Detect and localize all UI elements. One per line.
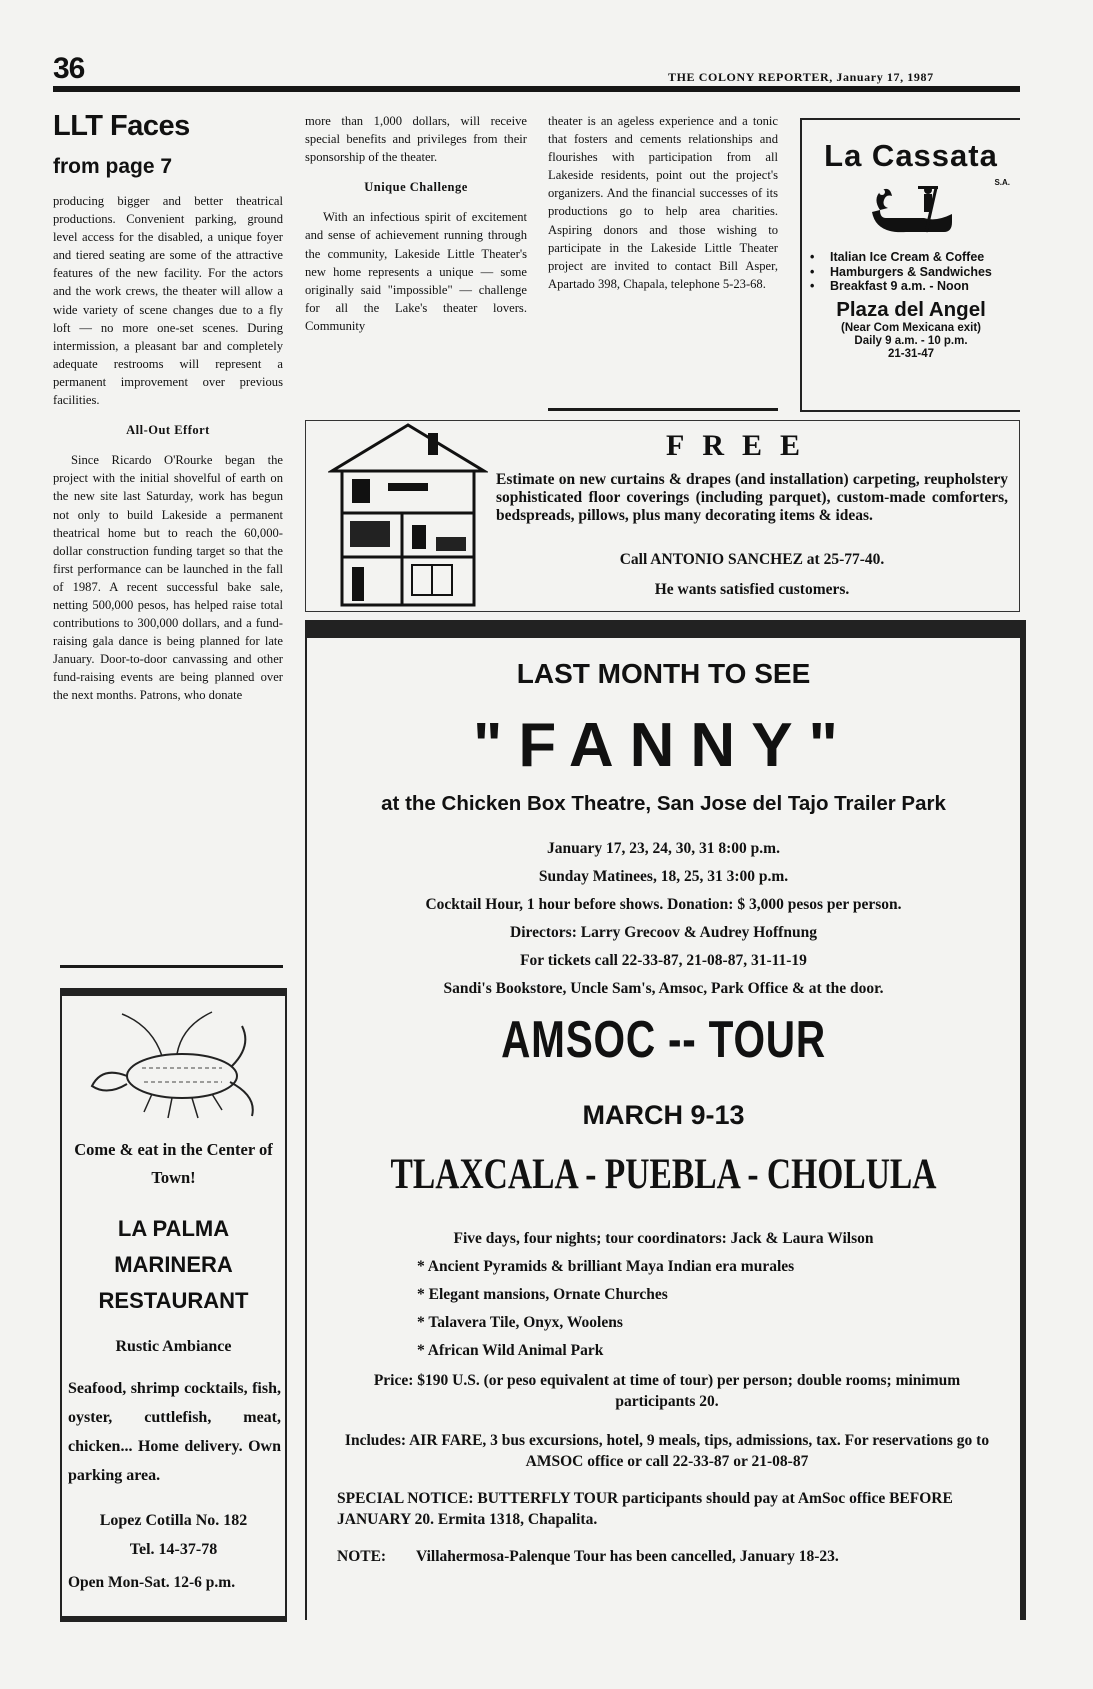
cassata-menu-item: • Breakfast 9 a.m. - Noon [808,279,1020,294]
cassata-location: Plaza del Angel [836,297,986,321]
page-number: 36 [53,52,85,85]
fanny-tickets: For tickets call 22-33-87, 21-08-87, 31-11-19 [520,952,807,969]
cassata-hours: Daily 9 a.m. - 10 p.m. [854,334,968,347]
article-headline: LLT Faces [53,110,190,142]
lapalma-menu: Seafood, shrimp cocktails, fish, oyster, cuttlefish, meat, chicken... Home delivery. Own parking area. [68,1380,281,1484]
lapalma-address-block [62,1506,285,1564]
fanny-show-title: "FANNY" [473,711,854,780]
amsoc-tour-item: * Ancient Pyramids & brilliant Maya Indian era murales [417,1258,794,1276]
cassata-menu-item: • Hamburgers & Sandwiches [808,265,1020,280]
free-title: FREE [666,429,819,462]
fanny-venue: at the Chicken Box Theatre, San Jose del Tajo Trailer Park [381,792,946,815]
article-section-heading: All-Out Effort [126,423,210,438]
la-palma-ad [60,988,287,1622]
cassata-phone: 21-31-47 [887,347,935,360]
article-column-2 [305,112,527,335]
amsoc-price: Price: $190 U.S. (or peso equivalent at time of tour) per person; double rooms; minimum participants 20. [373,1372,961,1410]
article-subhead: from page 7 [53,155,173,178]
top-rule [53,86,1020,92]
free-thanks: He wants satisfied customers. [654,581,850,598]
amsoc-tour-title: AMSOC -- TOUR [501,1011,826,1069]
amsoc-tour-intro: Five days, four nights; tour coordinators: Jack & Laura Wilson [453,1230,874,1247]
fanny-dates: January 17, 23, 24, 30, 31 8:00 p.m. [547,840,780,857]
amsoc-includes: Includes: AIR FARE, 3 bus excursions, hotel, 9 meals, tips, admissions, tax. For reservations go to AMSOC office or call 22-33-87 or 21-08-87 [344,1432,990,1470]
fanny-cocktail: Cocktail Hour, 1 hour before shows. Donation: $ 3,000 pesos per person. [425,896,902,913]
cassata-info [802,322,1020,361]
article-section-heading: Unique Challenge [364,180,468,195]
la-cassata-ad [800,118,1020,412]
note-label: NOTE: [337,1548,387,1565]
fanny-amsoc-ad [305,620,1026,1620]
lapalma-ambiance: Rustic Ambiance [115,1338,232,1355]
house-illustration-icon [328,421,488,609]
free-call: Call ANTONIO SANCHEZ at 25-77-40. [619,551,885,568]
fanny-outlets: Sandi's Bookstore, Uncle Sam's, Amsoc, Park Office & at the door. [443,980,884,997]
column-rule [548,408,778,411]
article-paragraph: Since Ricardo O'Rourke began the project with the initial shovelful of earth on the new site last Saturday, work has begun not only to build Lakeside a permanent theatrical home but to reach the 60,000-dollar construction funding target so that the first performance can be launched in the fall of 1987. A recent successful bake sale, netting 500,000 pesos, has helped raise total contributions to 300,000 dollars, and a fund-raising gala dance is being planned for late January. Door-to-door canvassing and other fund-raising events are being planned over the next months. Patrons, who donate [53,453,283,703]
lapalma-address: Lopez Cotilla No. 182 [99,1512,248,1529]
cassata-menu-item: • Italian Ice Cream & Coffee [808,250,1020,265]
lapalma-name: LA PALMA MARINERA RESTAURANT [98,1216,249,1313]
article-column-3 [548,112,778,293]
note-text: Villahermosa-Palenque Tour has been cancelled, January 18-23. [415,1548,839,1565]
amsoc-tour-cities: TLAXCALA - PUEBLA - CHOLULA [390,1151,937,1198]
fanny-matinees: Sunday Matinees, 18, 25, 31 3:00 p.m. [538,868,789,885]
fanny-last-month: LAST MONTH TO SEE [516,658,811,689]
amsoc-tour-item: * African Wild Animal Park [417,1342,603,1360]
amsoc-special-notice [337,1488,997,1530]
cassata-suffix: S.A. [994,178,1010,187]
amsoc-tour-dates: MARCH 9-13 [582,1100,745,1130]
gondola-logo-icon [866,178,956,238]
cassata-menu [808,250,1020,294]
lapalma-welcome: Come & eat in the Center of Town! [74,1140,273,1187]
fanny-directors: Directors: Larry Grecoov & Audrey Hoffnung [510,924,817,941]
lapalma-hours: Open Mon-Sat. 12-6 p.m. [68,1574,236,1591]
article-paragraph: With an infectious spirit of excitement and sense of achievement running through the community, Lakeside Little Theater's new home represents a unique — some originally said "impossible" — challenge for all the Lake's theater lovers. Community [305,210,527,333]
special-notice-label: SPECIAL NOTICE: [337,1490,474,1507]
free-estimate-ad [305,420,1020,612]
amsoc-tour-item: * Elegant mansions, Ornate Churches [417,1286,668,1304]
masthead: THE COLONY REPORTER, January 17, 1987 [668,70,934,84]
cassata-note: (Near Com Mexicana exit) [841,321,981,334]
amsoc-note [337,1546,997,1567]
free-body: Estimate on new curtains & drapes (and installation) carpeting, reupholstery sophisticated floor coverings (including parquet), custom-made comforters, bedspreads, pillows, plus many decorating items & ideas. [496,471,1008,524]
lapalma-phone: Tel. 14-37-78 [129,1541,218,1558]
amsoc-tour-item: * Talavera Tile, Onyx, Woolens [417,1314,623,1332]
article-paragraph: producing bigger and better theatrical productions. Convenient parking, ground level access for the disabled, a unique foyer and tiered seating are some of the attractive features of the new facility. For the actors and the work crews, the theater will allow a wide variety of scene changes due to a fly loft — no more one-set scenes. During intermission, a pleasant bar and completely adequate restrooms will represent a permanent improvement over previous facilities. [53,194,283,408]
article-paragraph: more than 1,000 dollars, will receive special benefits and privileges from their sponsorship of the theater. [305,114,527,165]
lobster-illustration-icon [82,1006,262,1126]
column-rule [60,965,283,968]
cassata-name: La Cassata [824,138,998,173]
special-notice-text: BUTTERFLY TOUR participants should pay at AmSoc office BEFORE JANUARY 20. Ermita 1318, Chapalita. [337,1490,953,1528]
article-paragraph: theater is an ageless experience and a tonic that fosters and cements relationships and flourishes with participation from all Lakeside residents, point out the project's organizers. And the financial successes of its productions go to help area charities. Aspiring donors and those wishing to participate in the Lakeside Little Theater project are invited to contact Bill Asper, Apartado 398, Chapala, telephone 5-23-68. [548,114,778,291]
article-column-1 [53,192,283,705]
